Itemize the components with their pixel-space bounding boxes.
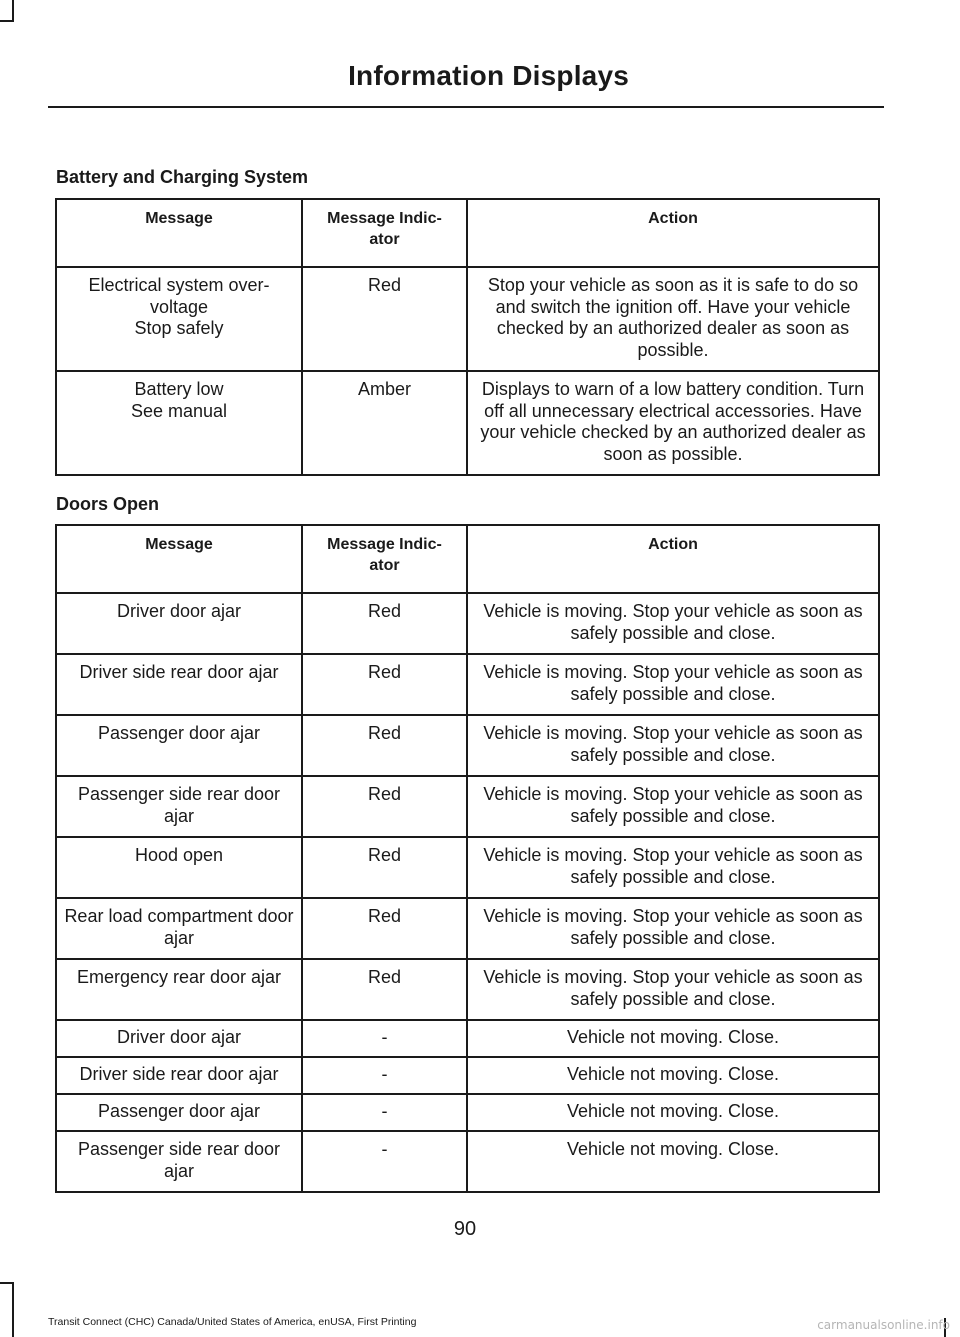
- crop-mark-bottom-left-h: [0, 1282, 14, 1284]
- page-title: Information Displays: [348, 60, 629, 91]
- action-cell: Vehicle is moving. Stop your vehicle as soon as safely possible and close.: [467, 898, 879, 959]
- action-cell: Vehicle is moving. Stop your vehicle as soon as safely possible and close.: [467, 715, 879, 776]
- message-cell: Passenger door ajar: [56, 1094, 302, 1131]
- action-cell: Vehicle is moving. Stop your vehicle as soon as safely possible and close.: [467, 837, 879, 898]
- indicator-cell: Red: [302, 593, 467, 654]
- table-row: [56, 959, 879, 1020]
- indicator-cell: -: [302, 1057, 467, 1094]
- column-header-action: Action: [467, 199, 879, 267]
- crop-mark-top-left: [12, 0, 14, 22]
- message-cell: Passenger side rear door ajar: [56, 1131, 302, 1192]
- action-cell: Vehicle is moving. Stop your vehicle as soon as safely possible and close.: [467, 593, 879, 654]
- battery-section-title: Battery and Charging System: [56, 167, 309, 187]
- table-header-row: [56, 525, 879, 593]
- table-row: [56, 1057, 879, 1094]
- message-line: Battery low: [134, 379, 224, 399]
- table-row: [56, 267, 879, 371]
- page-number: 90: [453, 1218, 477, 1240]
- indicator-cell: Amber: [302, 371, 467, 475]
- action-cell: Vehicle not moving. Close.: [467, 1020, 879, 1057]
- table-header-row: [56, 199, 879, 267]
- table-row: [56, 1020, 879, 1057]
- action-cell: Vehicle not moving. Close.: [467, 1057, 879, 1094]
- footer-publication-info: Transit Connect (CHC) Canada/United States of America, enUSA, First Printing: [48, 1316, 417, 1328]
- message-cell: Driver door ajar: [56, 1020, 302, 1057]
- indicator-cell: -: [302, 1131, 467, 1192]
- message-cell: Driver door ajar: [56, 593, 302, 654]
- action-cell: Vehicle not moving. Close.: [467, 1094, 879, 1131]
- indicator-cell: -: [302, 1094, 467, 1131]
- action-cell: Vehicle is moving. Stop your vehicle as soon as safely possible and close.: [467, 959, 879, 1020]
- header-divider: [48, 106, 884, 108]
- table-row: [56, 1094, 879, 1131]
- indicator-cell: Red: [302, 959, 467, 1020]
- message-cell: Hood open: [56, 837, 302, 898]
- table-row: [56, 371, 879, 475]
- table-row: [56, 715, 879, 776]
- indicator-cell: Red: [302, 715, 467, 776]
- column-header-message: Message: [56, 525, 302, 593]
- table-row: [56, 898, 879, 959]
- message-cell: Emergency rear door ajar: [56, 959, 302, 1020]
- message-line: See manual: [130, 400, 228, 421]
- table-row: [56, 593, 879, 654]
- indicator-cell: Red: [302, 267, 467, 371]
- message-cell: Driver side rear door ajar: [56, 654, 302, 715]
- message-cell: [56, 371, 302, 475]
- message-cell: Passenger door ajar: [56, 715, 302, 776]
- message-line: Stop safely: [134, 318, 224, 338]
- table-row: [56, 837, 879, 898]
- table-row: [56, 654, 879, 715]
- message-cell: Rear load compartment door ajar: [56, 898, 302, 959]
- message-line: Electrical system over-voltage: [88, 275, 270, 317]
- action-cell: Vehicle is moving. Stop your vehicle as soon as safely possible and close.: [467, 776, 879, 837]
- watermark: carmanualsonline.info: [817, 1318, 950, 1332]
- message-cell: [56, 267, 302, 371]
- crop-mark-bottom-left: [12, 1282, 14, 1337]
- table-row: [56, 1131, 879, 1192]
- message-cell: Passenger side rear door ajar: [56, 776, 302, 837]
- column-header-message: Message: [56, 199, 302, 267]
- indicator-cell: Red: [302, 776, 467, 837]
- action-cell: Displays to warn of a low battery condition. Turn off all unnecessary electrical accessories. Have your vehicle checked by an authorized dealer as soon as possible.: [467, 371, 879, 475]
- action-cell: Vehicle is moving. Stop your vehicle as soon as safely possible and close.: [467, 654, 879, 715]
- table-row: [56, 776, 879, 837]
- battery-table: [55, 198, 880, 476]
- crop-mark-top-left-h: [0, 20, 14, 22]
- indicator-cell: -: [302, 1020, 467, 1057]
- doors-table: [55, 524, 880, 1193]
- indicator-cell: Red: [302, 898, 467, 959]
- column-header-indicator: Message Indic- ator: [302, 525, 467, 593]
- doors-section-title: Doors Open: [56, 494, 160, 514]
- indicator-cell: Red: [302, 654, 467, 715]
- message-cell: Driver side rear door ajar: [56, 1057, 302, 1094]
- column-header-action: Action: [467, 525, 879, 593]
- indicator-cell: Red: [302, 837, 467, 898]
- action-cell: Vehicle not moving. Close.: [467, 1131, 879, 1192]
- column-header-indicator: Message Indic- ator: [302, 199, 467, 267]
- action-cell: Stop your vehicle as soon as it is safe to do so and switch the ignition off. Have your vehicle checked by an authorized dealer as soon as possible.: [467, 267, 879, 371]
